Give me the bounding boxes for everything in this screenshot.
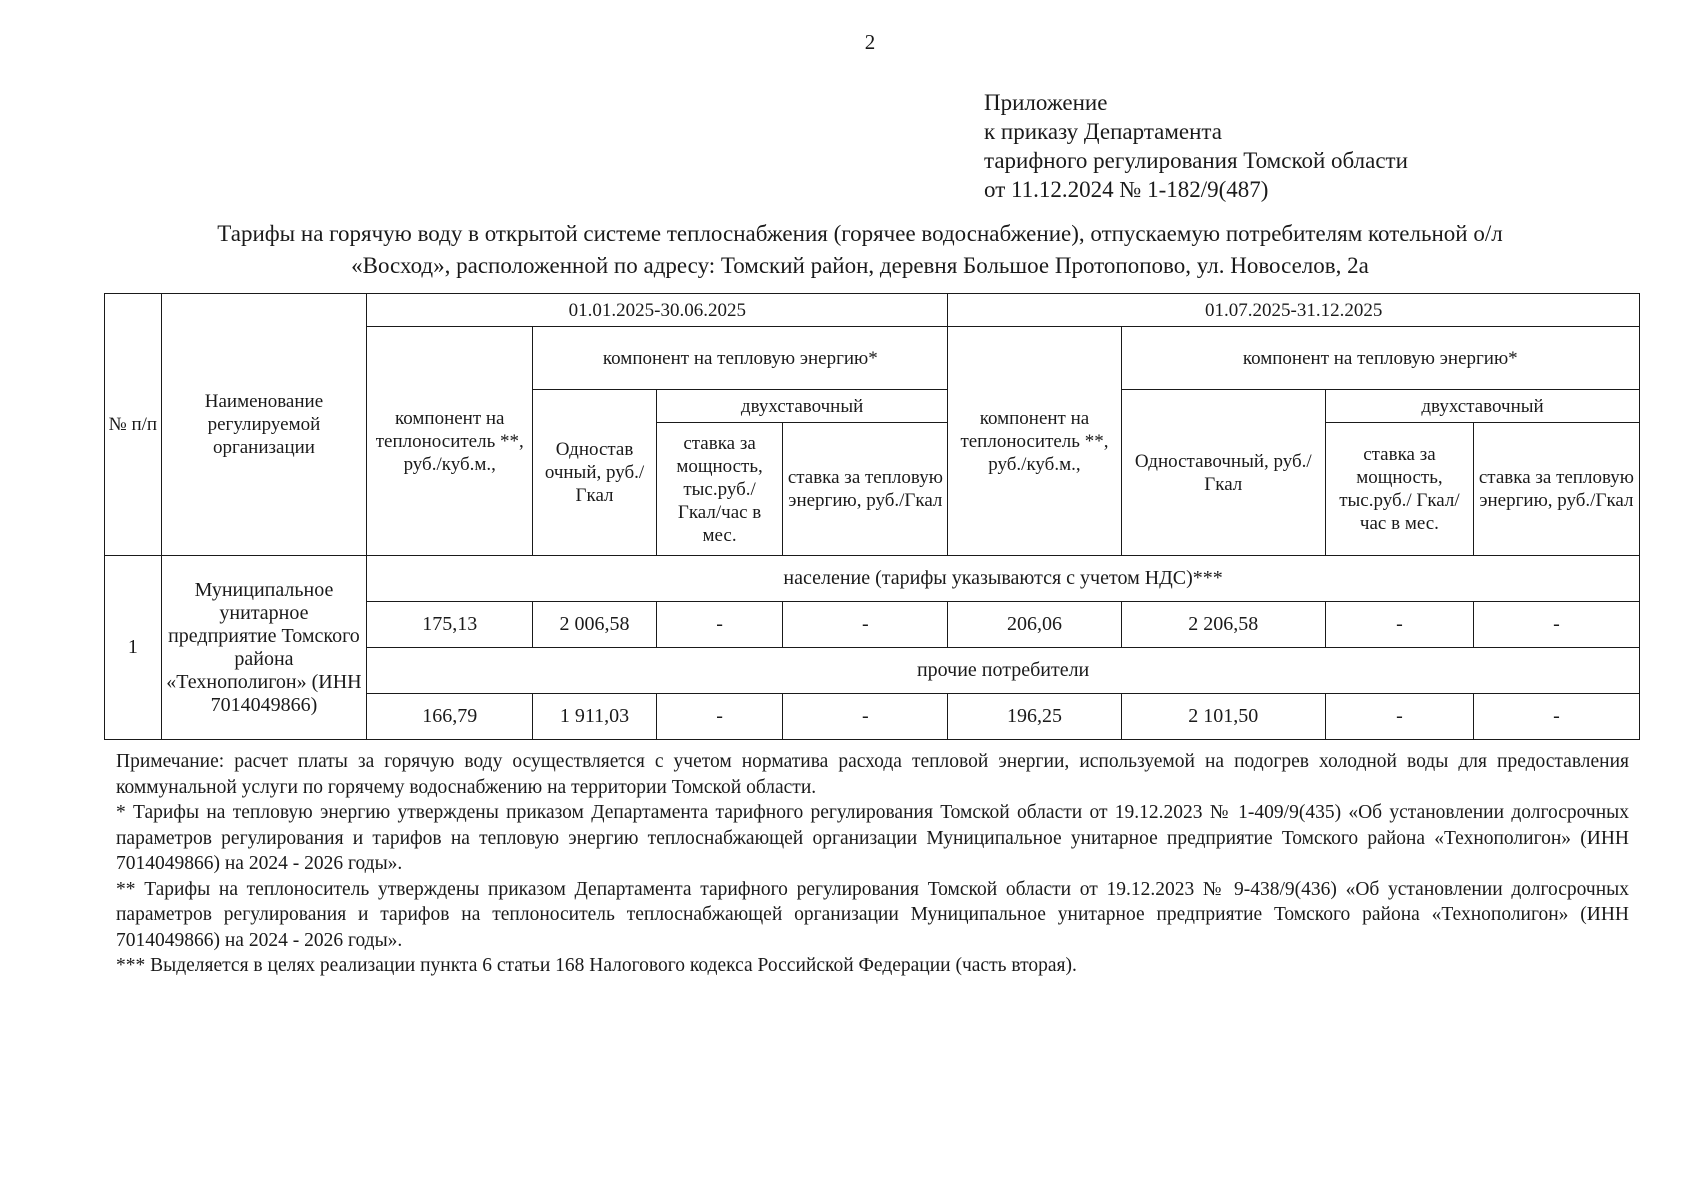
group-label-other: прочие потребители	[367, 648, 1640, 694]
header-p2-energy: ставка за тепловую энергию, руб./Гкал	[1473, 423, 1639, 556]
group-label-population: население (тарифы указываются с учетом НДС)***	[367, 556, 1640, 602]
header-num: № п/п	[105, 294, 162, 556]
table-cell: 1 911,03	[533, 694, 657, 740]
org-name: Муниципальное унитарное предприятие Томского района «Технополигон» (ИНН 7014049866)	[161, 556, 367, 740]
header-period-1: 01.01.2025-30.06.2025	[367, 294, 948, 327]
note-vat: *** Выделяется в целях реализации пункта 6 статьи 168 Налогового кодекса Российской Федерации (часть вторая).	[116, 955, 1077, 976]
appendix-line-1: Приложение	[984, 90, 1108, 115]
document-title	[100, 218, 1620, 282]
row-number: 1	[105, 556, 162, 740]
table-cell: -	[656, 602, 783, 648]
header-p1-energy: ставка за тепловую энергию, руб./Гкал	[783, 423, 948, 556]
note-main: Примечание: расчет платы за горячую воду осуществляется с учетом норматива расхода тепловой энергии, используемой на подогрев холодной воды для предоставления коммунальной услуги по горячему водоснабжению на территории Томской области.	[116, 751, 1629, 798]
appendix-line-4: от 11.12.2024 № 1-182/9(487)	[984, 177, 1269, 202]
header-p1-single: Одностав очный, руб./Гкал	[533, 390, 657, 556]
table-cell: 166,79	[367, 694, 533, 740]
table-cell: -	[1326, 694, 1474, 740]
header-p2-capacity: ставка за мощность, тыс.руб./ Гкал/час в мес.	[1326, 423, 1474, 556]
header-p1-two-part: двухставочный	[656, 390, 948, 423]
table-cell: 206,06	[948, 602, 1121, 648]
table-cell: -	[1326, 602, 1474, 648]
table-cell: -	[1473, 602, 1639, 648]
table-cell: 2 206,58	[1121, 602, 1326, 648]
title-line-1: Тарифы на горячую воду в открытой системе теплоснабжения (горячее водоснабжение), отпускаемую потребителям котельной о/л	[217, 221, 1503, 246]
appendix-header	[984, 88, 1408, 204]
notes	[116, 749, 1629, 979]
header-p1-energy-group: компонент на тепловую энергию*	[533, 327, 948, 390]
table-cell: -	[656, 694, 783, 740]
header-p1-carrier: компонент на теплоноситель **, руб./куб.м.,	[367, 327, 533, 556]
table-cell: -	[783, 694, 948, 740]
note-energy-tariff: * Тарифы на тепловую энергию утверждены приказом Департамента тарифного регулирования Томской области от 19.12.2023 № 1-409/9(435) «Об установлении долгосрочных параметров регулирования и тарифов на тепловую энергию теплоснабжающей организации Муниципальное унитарное предприятие Томского района «Технополигон» (ИНН 7014049866) на 2024 - 2026 годы».	[116, 802, 1629, 874]
table-cell: 175,13	[367, 602, 533, 648]
table-cell: -	[1473, 694, 1639, 740]
header-p1-capacity: ставка за мощность, тыс.руб./ Гкал/час в мес.	[656, 423, 783, 556]
title-line-2: «Восход», расположенной по адресу: Томский район, деревня Большое Протопопово, ул. Новоселов, 2а	[351, 253, 1369, 278]
table-cell: 2 101,50	[1121, 694, 1326, 740]
appendix-line-3: тарифного регулирования Томской области	[984, 148, 1408, 173]
header-p2-single: Одноставочный, руб./Гкал	[1121, 390, 1326, 556]
table-cell: -	[783, 602, 948, 648]
header-org: Наименование регулируемой организации	[161, 294, 367, 556]
header-p2-energy-group: компонент на тепловую энергию*	[1121, 327, 1639, 390]
header-period-2: 01.07.2025-31.12.2025	[948, 294, 1640, 327]
note-carrier-tariff: ** Тарифы на теплоноситель утверждены приказом Департамента тарифного регулирования Томской области от 19.12.2023 № 9-438/9(436) «Об установлении долгосрочных параметров регулирования и тарифов на теплоноситель теплоснабжающей организации Муниципальное унитарное предприятие Томского района «Технополигон» (ИНН 7014049866) на 2024 - 2026 годы».	[116, 878, 1629, 951]
tariff-table	[104, 293, 1640, 740]
page-number: 2	[864, 30, 876, 54]
header-p2-two-part: двухставочный	[1326, 390, 1640, 423]
table-cell: 2 006,58	[533, 602, 657, 648]
appendix-line-2: к приказу Департамента	[984, 119, 1222, 144]
header-p2-carrier: компонент на теплоноситель **, руб./куб.м.,	[948, 327, 1121, 556]
table-cell: 196,25	[948, 694, 1121, 740]
